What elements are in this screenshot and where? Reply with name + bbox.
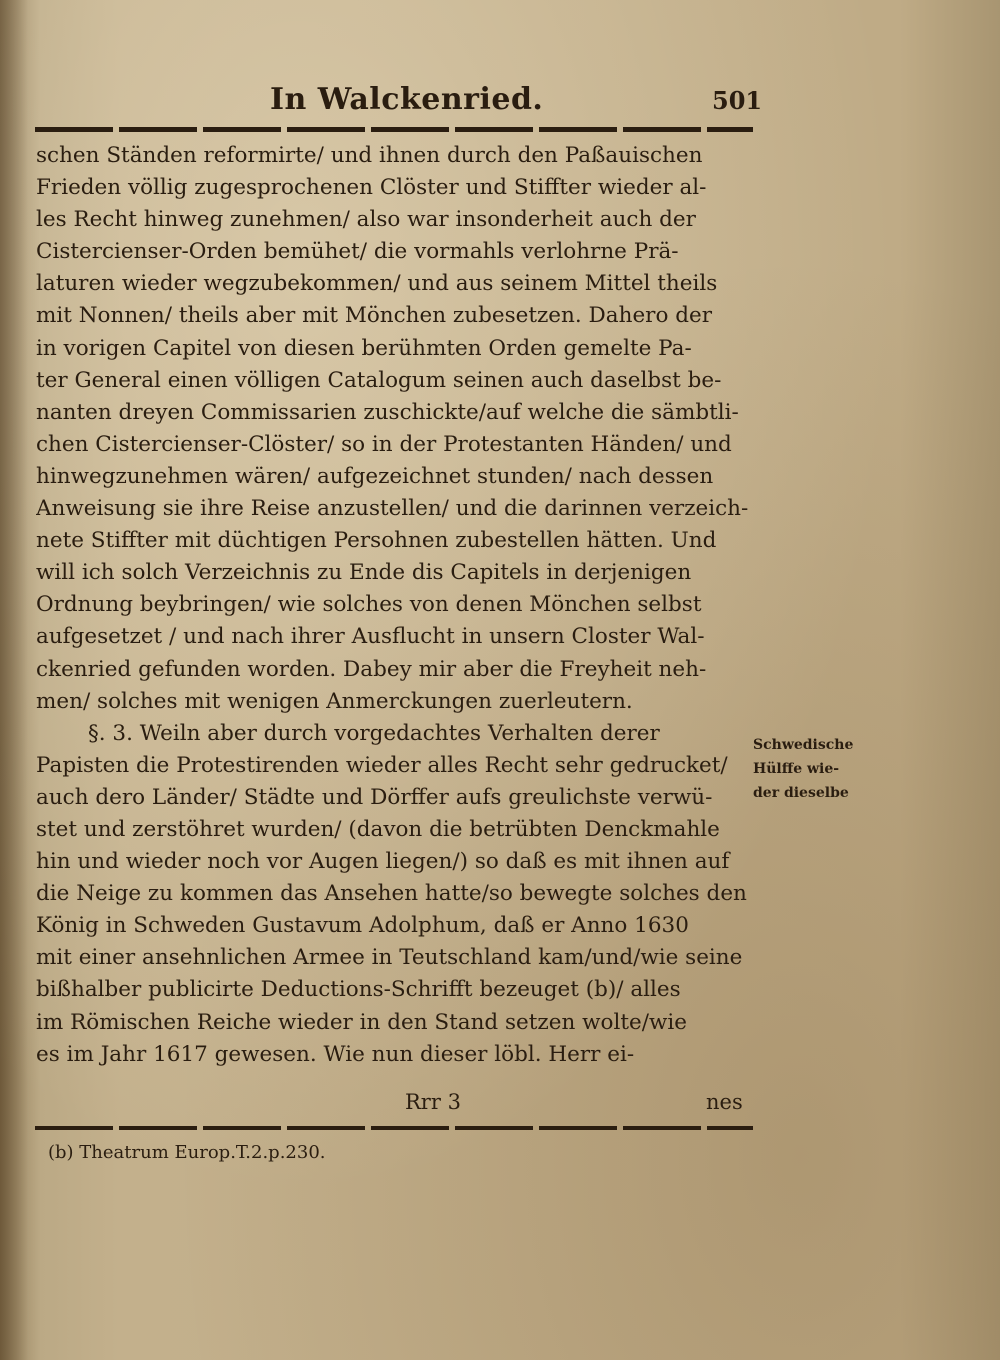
text-line: mit einer ansehnlichen Armee in Teutschland kam/und/wie seine	[36, 945, 743, 971]
header-rule	[35, 127, 753, 132]
text-line: nanten dreyen Commissarien zuschickte/auf welche die sämbtli-	[36, 399, 739, 425]
text-line: in vorigen Capitel von diesen berühmten Orden gemelte Pa-	[36, 335, 692, 361]
footnote: (b) Theatrum Europ.T.2.p.230.	[48, 1142, 326, 1163]
margin-note	[753, 733, 873, 805]
text-line: hin und wieder noch vor Augen liegen/) so daß es mit ihnen auf	[36, 849, 730, 875]
page-header	[0, 82, 1000, 122]
text-line: laturen wieder wegzubekommen/ und aus seinem Mittel theils	[36, 271, 718, 297]
margin-note-line: Schwedische	[753, 737, 854, 753]
page-edge-shadow	[0, 0, 28, 1360]
text-line: ter General einen völligen Catalogum seinen auch daselbst be-	[36, 367, 722, 393]
page-number: 501	[712, 86, 763, 115]
text-line: aufgesetzet / und nach ihrer Ausflucht in unsern Closter Wal-	[36, 624, 705, 650]
text-line: nete Stiffter mit düchtigen Persohnen zubestellen hätten. Und	[36, 528, 717, 554]
text-line: im Römischen Reiche wieder in den Stand setzen wolte/wie	[36, 1009, 687, 1035]
text-line: §. 3. Weiln aber durch vorgedachtes Verhalten derer	[88, 720, 660, 746]
text-line: die Neige zu kommen das Ansehen hatte/so bewegte solches den	[36, 881, 747, 907]
body-text	[36, 140, 756, 1071]
text-line: Ordnung beybringen/ wie solches von denen Mönchen selbst	[36, 592, 702, 618]
text-line: ckenried gefunden worden. Dabey mir aber die Freyheit neh-	[36, 656, 707, 682]
margin-note-line: Hülffe wie-	[753, 761, 840, 777]
text-line: es im Jahr 1617 gewesen. Wie nun dieser löbl. Herr ei-	[36, 1041, 635, 1067]
text-line: Anweisung sie ihre Reise anzustellen/ und die darinnen verzeich-	[36, 496, 749, 522]
catchword: nes	[706, 1090, 743, 1114]
text-line: Frieden völlig zugesprochenen Clöster und Stiffter wieder al-	[36, 175, 707, 201]
text-line: chen Cistercienser-Clöster/ so in der Protestanten Händen/ und	[36, 431, 732, 457]
text-line: bißhalber publicirte Deductions-Schrifft bezeuget (b)/ alles	[36, 977, 681, 1003]
footnote-rule	[35, 1126, 753, 1130]
text-line: men/ solches mit wenigen Anmerckungen zuerleutern.	[36, 688, 633, 714]
text-line: Cistercienser-Orden bemühet/ die vormahls verlohrne Prä-	[36, 239, 679, 265]
margin-note-line: der dieselbe	[753, 785, 849, 801]
text-line: les Recht hinweg zunehmen/ also war insonderheit auch der	[36, 207, 696, 233]
text-line: auch dero Länder/ Städte und Dörffer aufs greulichste verwü-	[36, 784, 713, 810]
text-line: stet und zerstöhret wurden/ (davon die betrübten Denckmahle	[36, 816, 720, 842]
signature-mark: Rrr 3	[405, 1090, 461, 1114]
text-line: hinwegzunehmen wären/ aufgezeichnet stunden/ nach dessen	[36, 463, 714, 489]
text-line: König in Schweden Gustavum Adolphum, daß er Anno 1630	[36, 913, 689, 939]
text-line: will ich solch Verzeichnis zu Ende dis Capitels in derjenigen	[36, 560, 692, 586]
text-line: Papisten die Protestirenden wieder alles Recht sehr gedrucket/	[36, 752, 728, 778]
text-line: schen Ständen reformirte/ und ihnen durch den Paßauischen	[36, 143, 703, 168]
running-head: In Walckenried.	[270, 82, 544, 117]
text-line: mit Nonnen/ theils aber mit Mönchen zubesetzen. Dahero der	[36, 303, 712, 329]
